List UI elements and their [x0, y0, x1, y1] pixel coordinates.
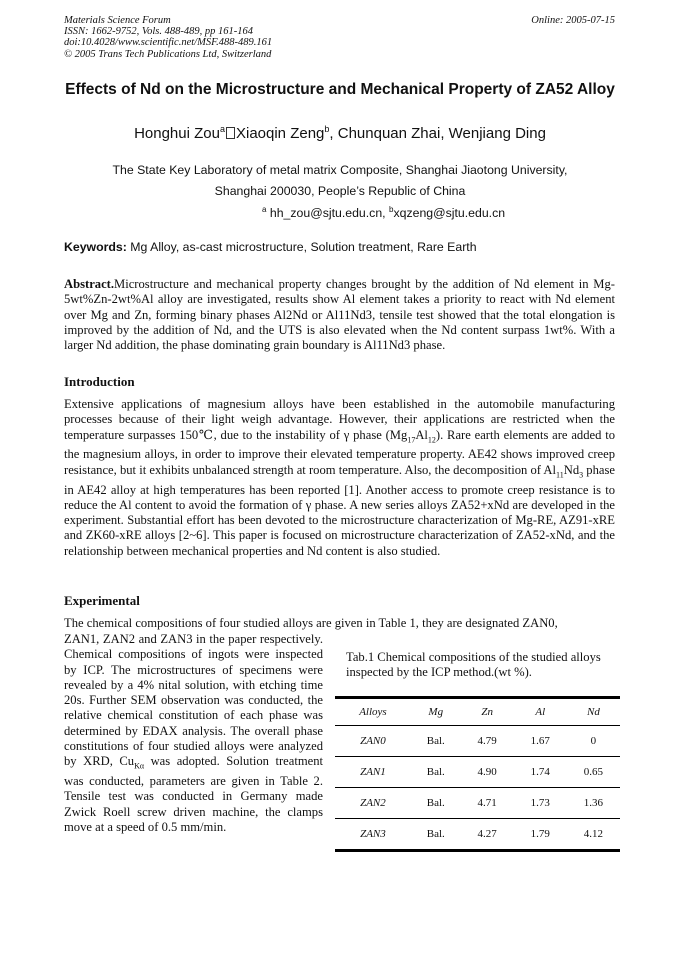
- author-2-sup: b: [324, 124, 330, 134]
- header-alloys: Alloys: [335, 698, 411, 726]
- email-b-sup: b: [389, 205, 394, 214]
- header-mg: Mg: [411, 698, 461, 726]
- author-list: [60, 124, 620, 142]
- cell-alloy: ZAN3: [335, 819, 411, 851]
- table-row: [335, 819, 620, 851]
- cell-mg: Bal.: [411, 757, 461, 788]
- header-al: Al: [514, 698, 567, 726]
- journal-name: Materials Science Forum: [64, 15, 171, 26]
- intro-text-3: ). Rare earth elements are added to the magnesium alloys, in order to improve their elevated temperature property. AE42 shows improved creep resistance, but it exhibits unbalanced strength at room temperature. Also, the decomposition of Al: [64, 427, 615, 477]
- cell-al: 1.79: [514, 819, 567, 851]
- intro-text-4: Nd: [563, 462, 580, 477]
- affiliation-line-1: The State Key Laboratory of metal matrix Composite, Shanghai Jiaotong University,: [112, 163, 568, 177]
- cell-alloy: ZAN0: [335, 726, 411, 757]
- author-1: Honghui Zou: [134, 125, 220, 142]
- abstract-label: Abstract.: [64, 277, 115, 291]
- online-date: Online: 2005-07-15: [531, 15, 615, 26]
- email-a-sup: a: [262, 205, 267, 214]
- affiliation-line-2: Shanghai 200030, People’s Republic of China: [214, 184, 466, 198]
- cell-nd: 0: [567, 726, 620, 757]
- cell-alloy: ZAN2: [335, 788, 411, 819]
- intro-sub-4: 3: [579, 470, 584, 480]
- table-caption: Tab.1 Chemical compositions of the studied alloys inspected by the ICP method.(wt %).: [346, 650, 601, 680]
- abstract-text: Microstructure and mechanical property changes brought by the addition of Nd element in Mg-5wt%Zn-2wt%Al alloy are investigated, results show Al element takes a priority to react with Nd element over Mg and Zn, forming binary phases Al2Nd or Al11Nd3, tensile test showed that the total elongation is improved by the addition of Nd, and the UTS is also elevated when the Nd content surpass 1wt%. With a larger Nd addition, the phase dominating grain boundary is Al11Nd3 phase.: [64, 277, 615, 353]
- intro-sub-1: 17: [407, 435, 416, 445]
- introduction-body: [64, 397, 615, 559]
- table-row: [335, 757, 620, 788]
- experimental-text-2: was adopted. Solution treatment was conducted, parameters are given in Table 2. Tensile test was conducted in Germany made Zwick Roell screw driven machine, the clamps move at a speed of 0.5 mm/min.: [64, 754, 324, 835]
- abstract: [64, 277, 615, 353]
- cell-mg: Bal.: [411, 726, 461, 757]
- author-2: Xiaoqin Zeng: [235, 125, 325, 142]
- journal-header: [64, 15, 272, 60]
- experimental-line-1: The chemical compositions of four studied alloys are given in Table 1, they are designated ZAN0,: [64, 616, 558, 630]
- experimental-heading: Experimental: [64, 593, 140, 608]
- cell-alloy: ZAN1: [335, 757, 411, 788]
- cell-zn: 4.90: [461, 757, 514, 788]
- intro-text-1: Extensive applications of magnesium alloys have been established in the automobile manufacturing processes because of their light weigh advantage. However, their applications are restricted when the temperature surpasses 150℃, due to the instability of γ phase (Mg: [64, 397, 615, 442]
- composition-table: [335, 696, 620, 852]
- email-b: xqzeng@sjtu.edu.cn: [393, 206, 506, 221]
- cell-al: 1.74: [514, 757, 567, 788]
- experimental-sub: Kα: [134, 761, 145, 771]
- cell-al: 1.73: [514, 788, 567, 819]
- intro-sub-2: 12: [427, 435, 436, 445]
- keywords-text: Mg Alloy, as-cast microstructure, Solution treatment, Rare Earth: [126, 240, 477, 254]
- introduction-heading: Introduction: [64, 374, 135, 389]
- experimental-body: [64, 632, 323, 835]
- cell-nd: 1.36: [567, 788, 620, 819]
- cell-nd: 0.65: [567, 757, 620, 788]
- keywords-label: Keywords:: [64, 240, 127, 254]
- author-separator: [226, 127, 235, 139]
- email-line: [262, 205, 505, 220]
- intro-text-5: phase in AE42 alloy at high temperatures has been reported [1]. Another access to promote creep resistance is to reduce the Al content to avoid the formation of γ phase. A new series alloys ZA52+xNd are developed in the experiment. Substantial effort has been devoted to the microstructure characterization of Mg-RE, AZ91-xRE and ZK60-xRE alloys [2~6]. This paper is focused on microstructure characterization of ZA52-xNd, and the relationship between mechanical properties and Nd content is also studied.: [64, 462, 615, 558]
- cell-zn: 4.71: [461, 788, 514, 819]
- cell-mg: Bal.: [411, 788, 461, 819]
- copyright-line: © 2005 Trans Tech Publications Ltd, Switzerland: [64, 48, 272, 60]
- table-row: [335, 726, 620, 757]
- email-a: hh_zou@sjtu.edu.cn,: [266, 206, 390, 221]
- intro-text-2: Al: [415, 427, 428, 442]
- author-rest: , Chunquan Zhai, Wenjiang Ding: [329, 125, 546, 142]
- table-row: [335, 788, 620, 819]
- intro-sub-3: 11: [556, 470, 564, 480]
- keywords: [64, 240, 616, 254]
- header-zn: Zn: [461, 698, 514, 726]
- cell-mg: Bal.: [411, 819, 461, 851]
- doi-line: doi:10.4028/www.scientific.net/MSF.488-489.161: [64, 37, 273, 49]
- cell-zn: 4.79: [461, 726, 514, 757]
- cell-zn: 4.27: [461, 819, 514, 851]
- cell-nd: 4.12: [567, 819, 620, 851]
- paper-title: Effects of Nd on the Microstructure and Mechanical Property of ZA52 Alloy: [65, 81, 615, 98]
- table-header-row: [335, 698, 620, 726]
- issn-line: ISSN: 1662-9752, Vols. 488-489, pp 161-164: [64, 26, 253, 38]
- experimental-text-1: ZAN1, ZAN2 and ZAN3 in the paper respectively. Chemical compositions of ingots were inspected by ICP. The microstructures of specimens were revealed by a 4% nital solution, with etching time 20s. Further SEM observation was conducted, the relative chemical constitution of each phase was determined by EDAX analysis. The overall phase constitutions of four studied alloys were analyzed by XRD, Cu: [64, 632, 323, 769]
- header-nd: Nd: [567, 698, 620, 726]
- cell-al: 1.67: [514, 726, 567, 757]
- author-1-sup: a: [219, 124, 225, 134]
